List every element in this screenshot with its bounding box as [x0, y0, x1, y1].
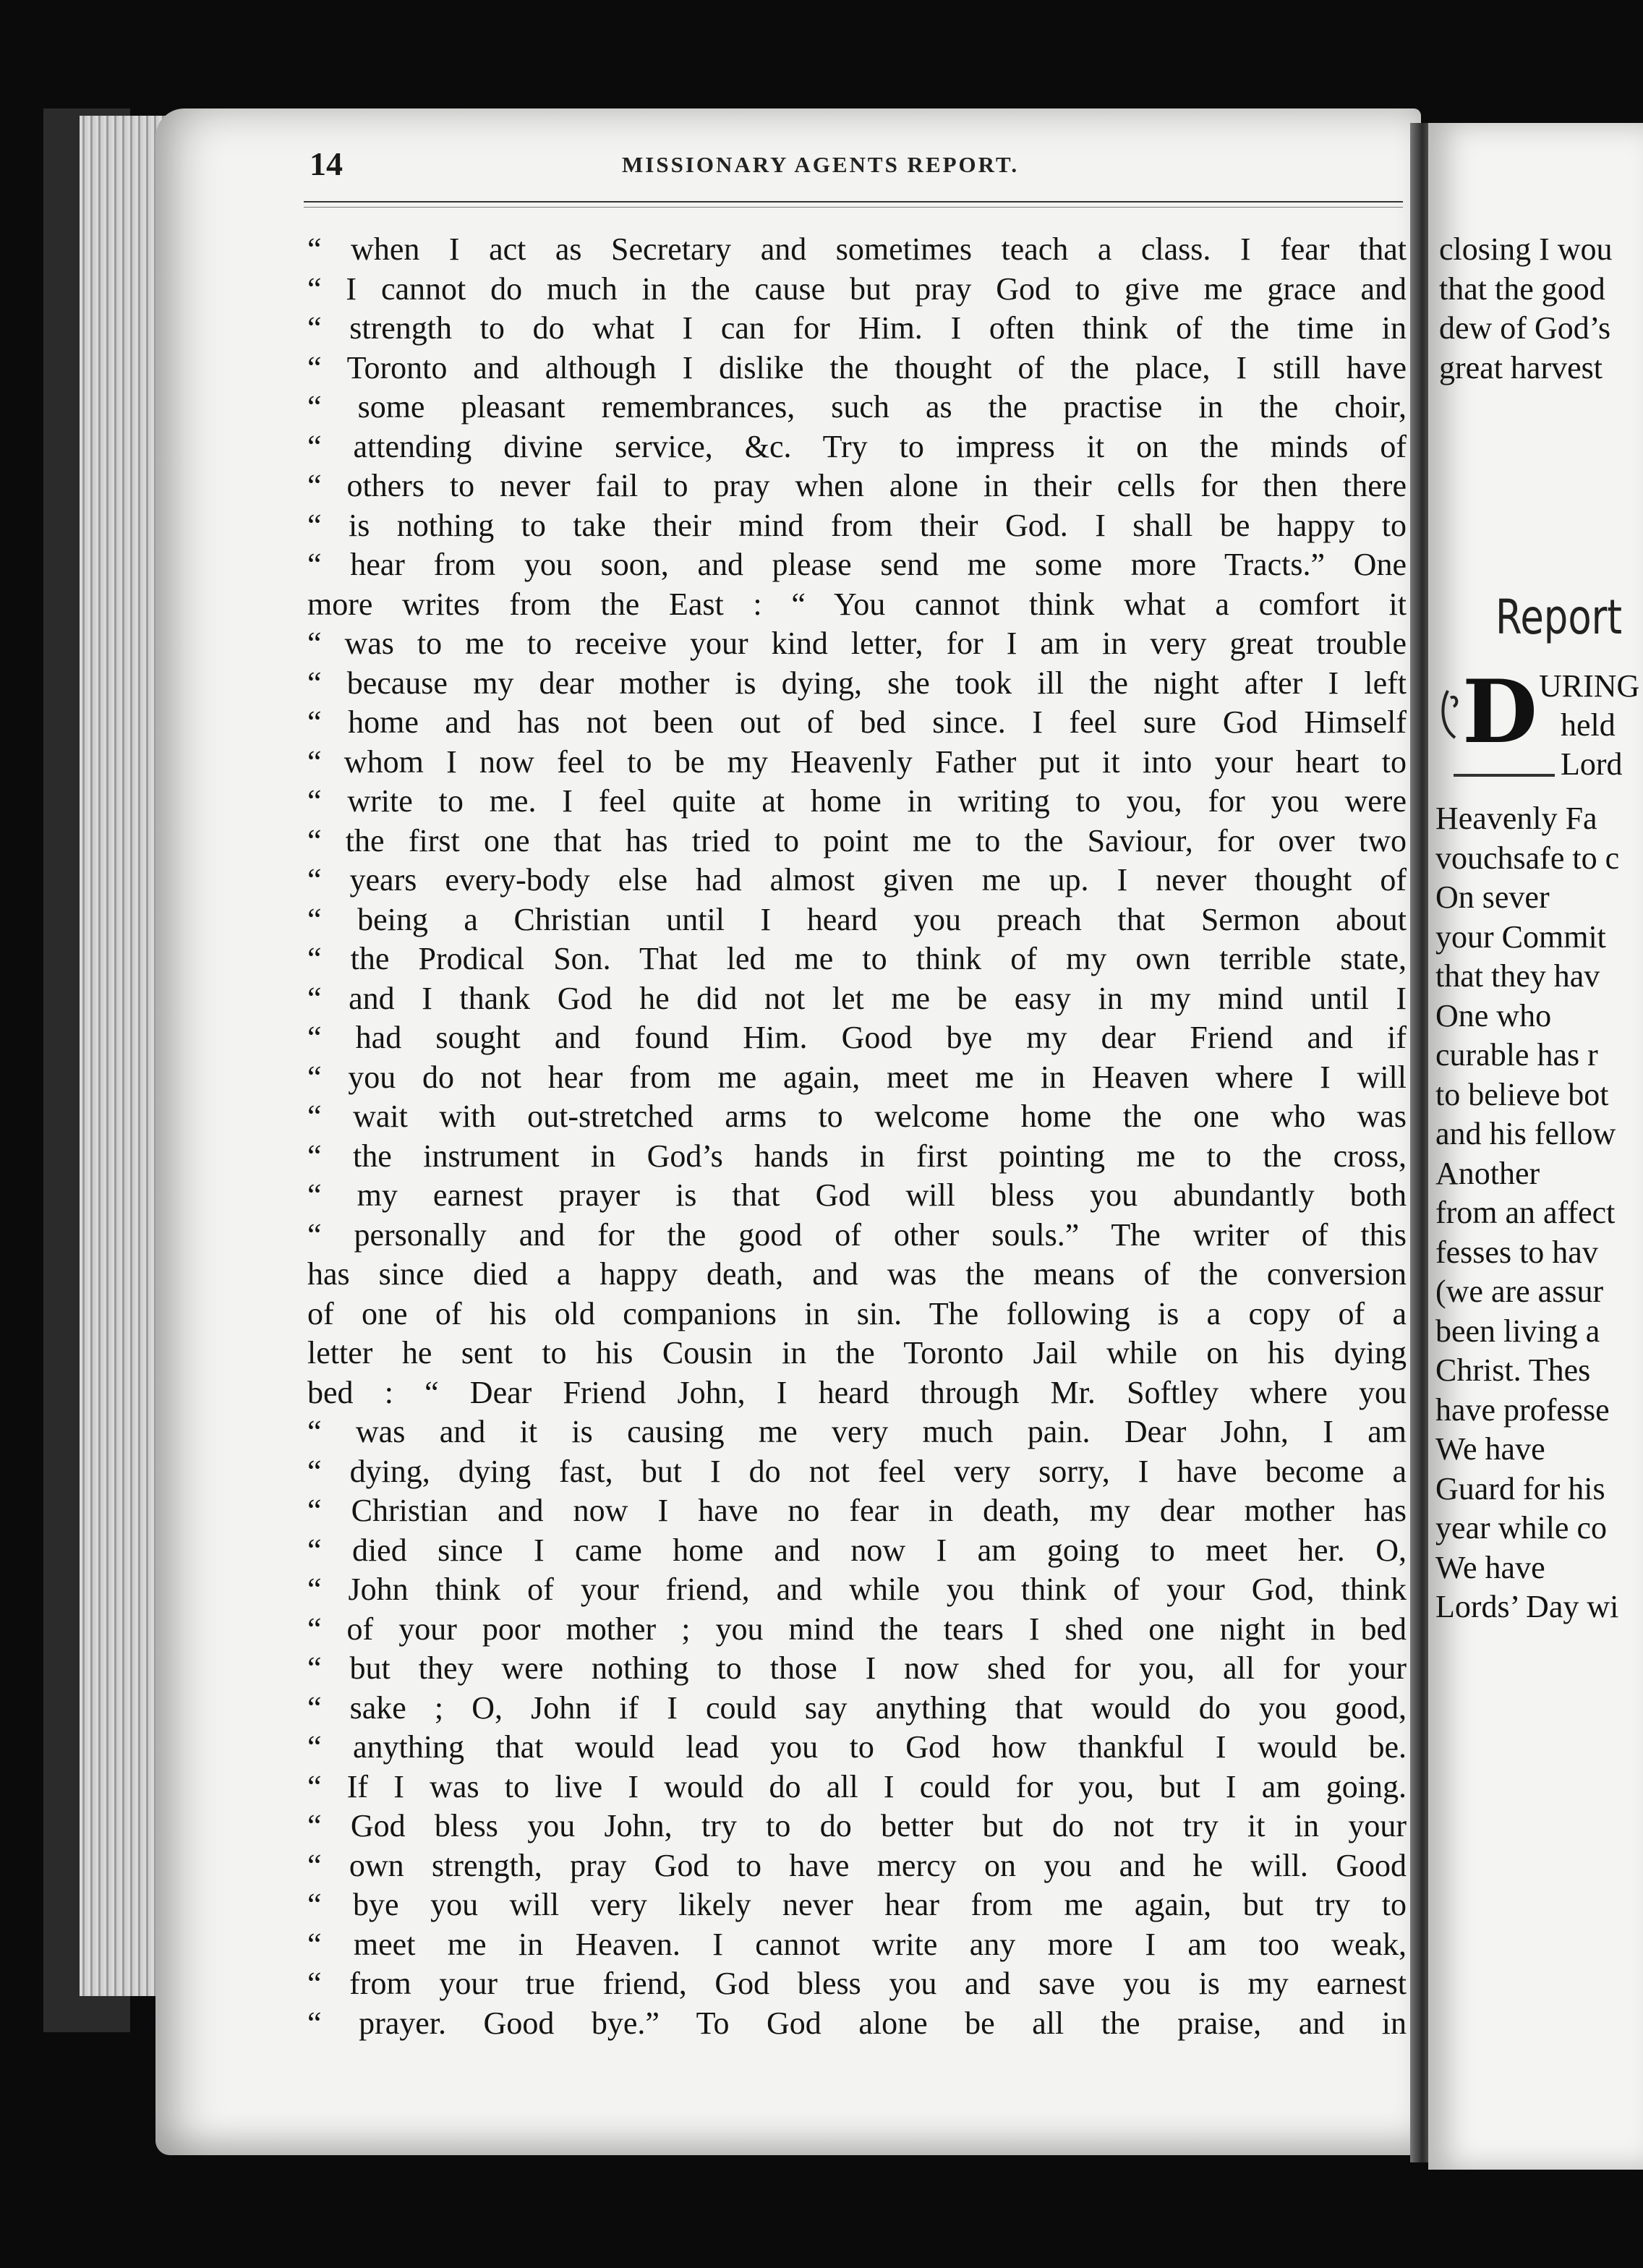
- right-body-line: On sever: [1435, 879, 1550, 915]
- running-head: MISSIONARY AGENTS REPORT.: [622, 152, 1020, 177]
- left-body-line: “ you do not hear from me again, meet me in Heaven where I will: [307, 1059, 1407, 1095]
- left-body-line: “ was and it is causing me very much pain. Dear John, I am: [307, 1414, 1407, 1449]
- left-body-line: “ meet me in Heaven. I cannot write any more I am too weak,: [307, 1926, 1407, 1962]
- left-body-line: “ had sought and found Him. Good bye my dear Friend and if: [307, 1020, 1407, 1055]
- right-body-line: (we are assur: [1435, 1274, 1604, 1309]
- left-body-line: “ If I was to live I would do all I could for you, but I am going.: [307, 1768, 1407, 1804]
- left-body-line: “ John think of your friend, and while you think of your God, think: [307, 1572, 1407, 1607]
- left-body-line: “ others to never fail to pray when alone in their cells for then there: [307, 468, 1407, 503]
- left-body-line: of one of his old companions in sin. The following is a copy of a: [307, 1295, 1407, 1331]
- left-body-line: “ from your true friend, God bless you and save you is my earnest: [307, 1966, 1407, 2001]
- left-body-line: “ strength to do what I can for Him. I often think of the time in: [307, 310, 1407, 346]
- right-body-line: Guard for his: [1435, 1470, 1605, 1506]
- left-body-line: “ being a Christian until I heard you preach that Sermon about: [307, 901, 1407, 937]
- right-top-line: dew of God’s: [1439, 310, 1611, 346]
- left-body-line: “ but they were nothing to those I now shed for you, all for your: [307, 1650, 1407, 1686]
- drop-line-3: Lord: [1561, 746, 1623, 782]
- left-body-line: “ write to me. I feel quite at home in writing to you, for you were: [307, 783, 1407, 819]
- left-body-line: “ some pleasant remembrances, such as the practise in the choir,: [307, 389, 1407, 425]
- right-page-top-text: [1439, 230, 1643, 388]
- right-body-line: We have: [1435, 1549, 1545, 1585]
- right-body-line: Lords’ Day wi: [1435, 1589, 1619, 1624]
- left-body-line: “ the first one that has tried to point me to the Saviour, for over two: [307, 822, 1407, 858]
- header-rule-thin: [304, 207, 1403, 208]
- page-number: 14: [310, 145, 343, 182]
- right-body-line: that they hav: [1435, 958, 1600, 994]
- left-body-line: “ anything that would lead you to God how thankful I would be.: [307, 1729, 1407, 1765]
- right-top-line: that the good: [1439, 270, 1605, 307]
- left-body-line: “ the instrument in God’s hands in first pointing me to the cross,: [307, 1138, 1407, 1174]
- left-body-line: “ my earnest prayer is that God will bless you abundantly both: [307, 1177, 1407, 1213]
- left-body-line: “ prayer. Good bye.” To God alone be all the praise, and in: [307, 2005, 1407, 2041]
- left-body-line: “ Toronto and although I dislike the thought of the place, I still have: [307, 349, 1407, 385]
- right-body-line: fesses to hav: [1435, 1234, 1598, 1270]
- left-body-line: “ was to me to receive your kind letter, for I am in very great trouble: [307, 626, 1407, 661]
- header-rule: [304, 201, 1403, 202]
- left-body-line: “ is nothing to take their mind from their God. I shall be happy to: [307, 507, 1407, 543]
- right-body-line: from an affect: [1435, 1195, 1616, 1230]
- right-body-line: Christ. Thes: [1435, 1352, 1591, 1388]
- right-body-line: have professe: [1435, 1391, 1610, 1428]
- left-body-line: letter he sent to his Cousin in the Toronto Jail while on his dying: [307, 1335, 1407, 1370]
- left-body-line: “ I cannot do much in the cause but pray God to give me grace and: [307, 270, 1407, 307]
- right-body-line: been living a: [1435, 1313, 1600, 1349]
- report-heading: Report: [1495, 589, 1623, 645]
- left-body-line: “ dying, dying fast, but I do not feel very sorry, I have become a: [307, 1453, 1407, 1489]
- right-body-line: and his fellow: [1435, 1116, 1616, 1151]
- left-body-line: has since died a happy death, and was the means of the conversion: [307, 1256, 1407, 1292]
- left-body-line: “ years every-body else had almost given me up. I never thought of: [307, 862, 1407, 898]
- left-body-line: “ and I thank God he did not let me be easy in my mind until I: [307, 980, 1407, 1016]
- left-body-line: “ whom I now feel to be my Heavenly Father put it into your heart to: [307, 743, 1407, 780]
- right-page-body-text: [1435, 799, 1643, 1627]
- right-body-line: Heavenly Fa: [1435, 801, 1597, 836]
- left-body-line: “ God bless you John, try to do better but do not try it in your: [307, 1808, 1407, 1843]
- left-body-line: “ hear from you soon, and please send me some more Tracts.” One: [307, 547, 1407, 582]
- left-body-line: “ died since I came home and now I am going to meet her. O,: [307, 1532, 1407, 1568]
- left-body-line: “ own strength, pray God to have mercy on you and he will. Good: [307, 1847, 1407, 1883]
- right-top-line: great harvest: [1439, 349, 1603, 385]
- left-body-line: more writes from the East : “ You cannot think what a comfort it: [307, 586, 1407, 622]
- right-body-line: your Commit: [1435, 918, 1606, 955]
- drop-cap: [1441, 661, 1538, 763]
- left-body-line: “ attending divine service, &c. Try to impress it on the minds of: [307, 428, 1407, 464]
- left-body-line: “ bye you will very likely never hear from me again, but try to: [307, 1887, 1407, 1922]
- left-body-line: “ home and has not been out of bed since. I feel sure God Himself: [307, 704, 1407, 740]
- right-body-line: year while co: [1435, 1510, 1607, 1546]
- left-body-line: bed : “ Dear Friend John, I heard through Mr. Softley where you: [307, 1374, 1407, 1410]
- right-body-line: We have: [1435, 1431, 1545, 1467]
- drop-line-1: URING: [1539, 668, 1640, 704]
- left-body-line: “ the Prodical Son. That led me to think of my own terrible state,: [307, 941, 1407, 976]
- right-body-line: to believe bot: [1435, 1076, 1609, 1112]
- right-top-line: closing I wou: [1439, 231, 1613, 267]
- left-page-body-text: [307, 230, 1407, 2043]
- book-gutter: [1410, 123, 1430, 2162]
- right-body-line: curable has r: [1435, 1037, 1598, 1073]
- right-body-line: Another: [1435, 1155, 1540, 1191]
- left-body-line: “ wait with out-stretched arms to welcome home the one who was: [307, 1099, 1407, 1134]
- left-body-line: “ of your poor mother ; you mind the tears I shed one night in bed: [307, 1611, 1407, 1647]
- left-body-line: “ when I act as Secretary and sometimes teach a class. I fear that: [307, 231, 1407, 267]
- left-body-line: “ sake ; O, John if I could say anything that would do you good,: [307, 1689, 1407, 1726]
- right-body-line: One who: [1435, 997, 1552, 1033]
- ornament-rule: [1454, 774, 1555, 777]
- right-body-line: vouchsafe to c: [1435, 840, 1620, 876]
- left-body-line: “ Christian and now I have no fear in death, my dear mother has: [307, 1493, 1407, 1528]
- left-body-line: “ because my dear mother is dying, she took ill the night after I left: [307, 665, 1407, 701]
- left-body-line: “ personally and for the good of other souls.” The writer of this: [307, 1216, 1407, 1253]
- drop-line-2: held: [1561, 707, 1616, 743]
- drop-cap-letter: D: [1462, 661, 1538, 763]
- book-page-edges: [80, 116, 166, 1996]
